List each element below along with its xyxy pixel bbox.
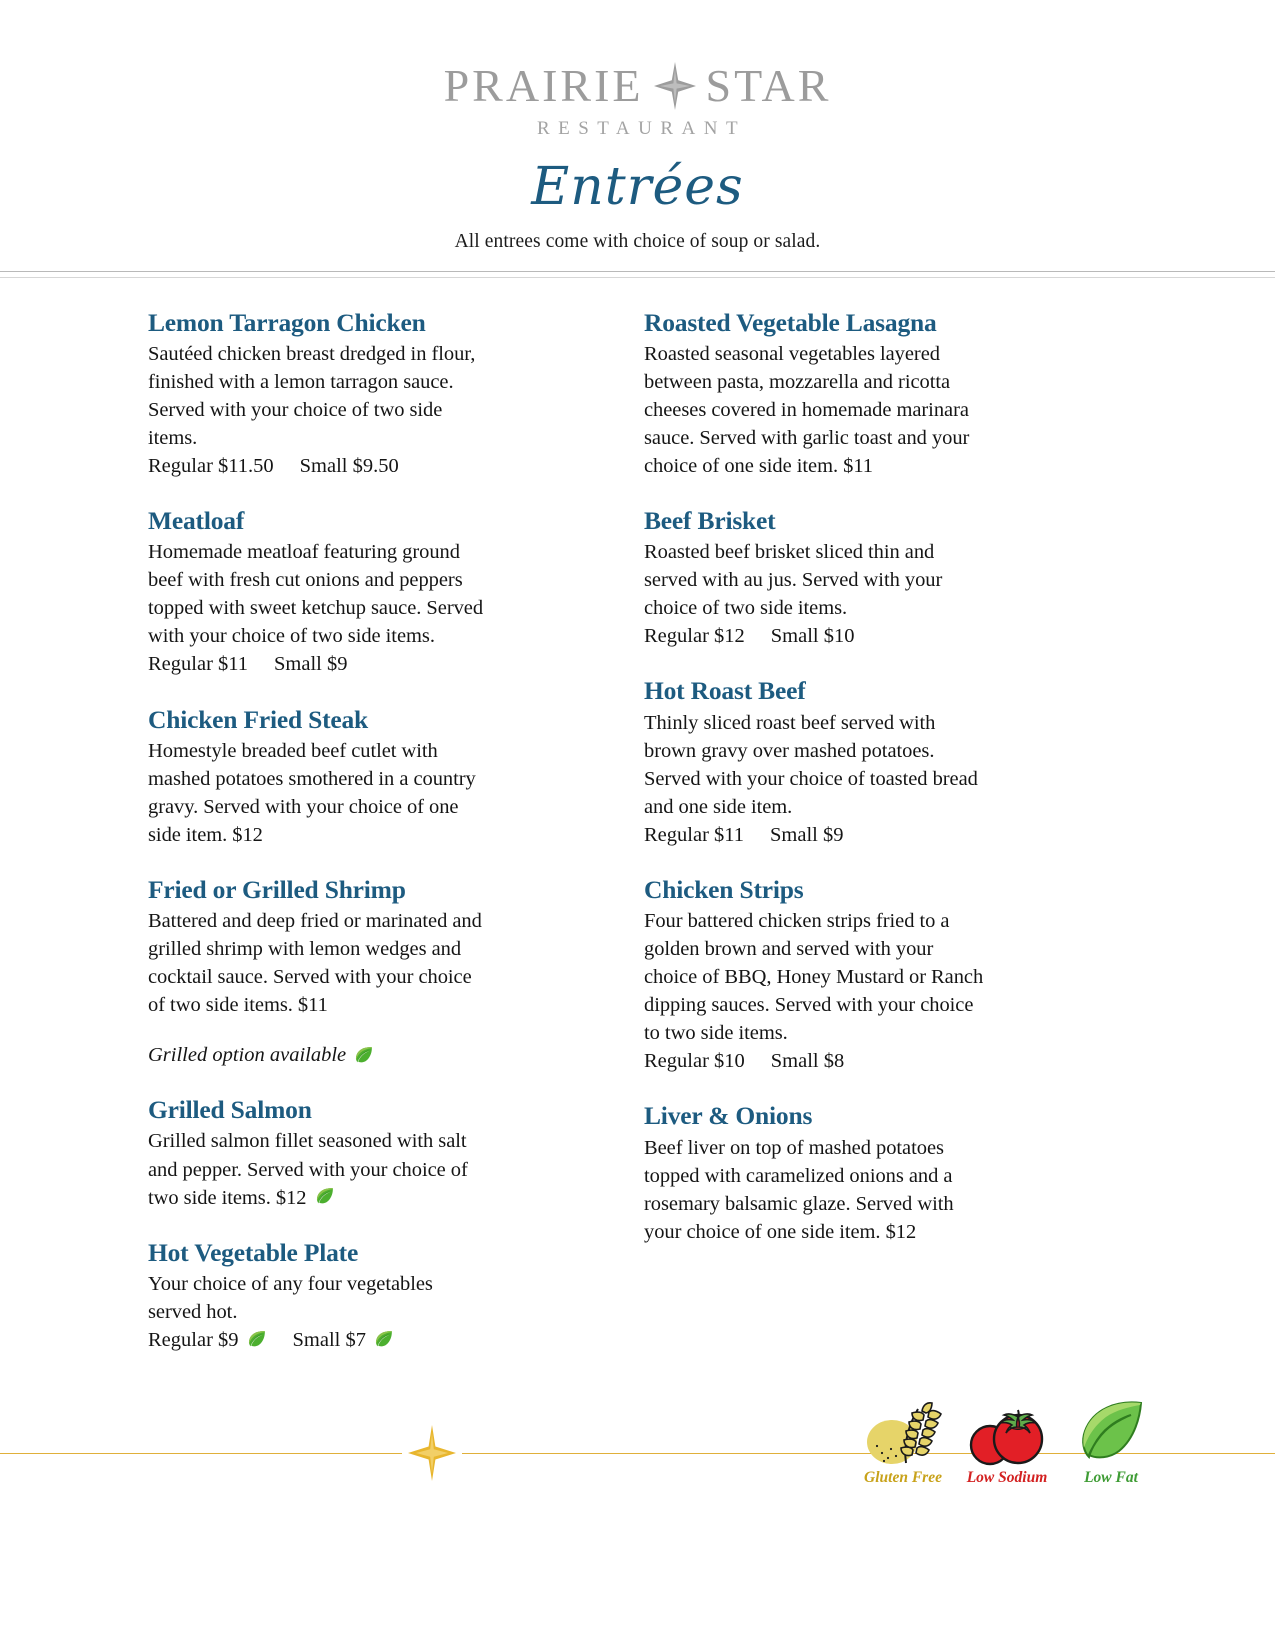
price-small [300, 452, 399, 480]
menu-item-description [148, 1127, 490, 1211]
menu-item-description [644, 907, 990, 1047]
price-small-label: Small $9.50 [299, 454, 399, 477]
legend-item [857, 1395, 949, 1487]
price-regular [644, 821, 744, 849]
menu-item [644, 506, 990, 650]
price-small [771, 622, 855, 650]
price-regular-label: Regular $12 [644, 625, 745, 648]
menu-item [148, 875, 490, 1069]
menu-item [148, 1095, 490, 1211]
menu-item-description-text: Beef liver on top of mashed potatoes topped with caramelized onions and a rosemary balsamic glaze. Served with your choice of one side item. $12 [644, 1136, 954, 1243]
menu-item-name: Grilled Salmon [148, 1095, 312, 1125]
brand-name-left: PRAIRIE [443, 60, 644, 111]
leaf-icon [353, 1045, 374, 1066]
menu-item-description-text: Sautéed chicken breast dredged in flour, finished with a lemon tarragon sauce. Served with your choice of two side items. [148, 342, 476, 449]
menu-item [644, 1101, 990, 1245]
price-small [770, 821, 843, 849]
price-regular [644, 1047, 745, 1075]
menu-item-description [148, 1270, 490, 1326]
price-regular-label: Regular $11 [148, 653, 249, 676]
menu-item [148, 506, 490, 678]
price-regular-label: Regular $9 [148, 1328, 239, 1351]
price-small [293, 1326, 394, 1354]
menu-item [644, 875, 990, 1076]
page-title: Entrées [531, 157, 744, 217]
price-small-label: Small $8 [770, 1050, 845, 1073]
menu-item-note-text: Grilled option available [148, 1044, 347, 1067]
menu-item-prices [644, 821, 990, 849]
menu-item-name: Hot Vegetable Plate [148, 1237, 359, 1267]
menu-item-description-text: Grilled salmon fillet seasoned with salt and pepper. Served with your choice of two side items. $12 [148, 1130, 468, 1209]
dietary-legend [857, 1395, 1157, 1487]
price-regular-label: Regular $11 [644, 823, 745, 846]
menu-item-description [148, 340, 490, 452]
menu-item-description-text: Roasted seasonal vegetables layered between pasta, mozzarella and ricotta cheeses covered in homemade marinara sauce. Served with garlic toast and your choice of one side item. $11 [644, 342, 970, 477]
brand-wordmark [444, 62, 832, 110]
menu-item-description [644, 1134, 990, 1246]
menu-item-prices [644, 622, 990, 650]
price-regular [148, 452, 274, 480]
menu-item-description-text: Four battered chicken strips fried to a golden brown and served with your choice of BBQ, Honey Mustard or Ranch dipping sauces. Served with your choice to two side items. [644, 910, 984, 1045]
legend-item [961, 1395, 1053, 1487]
menu-item-name: Hot Roast Beef [644, 676, 806, 706]
menu-item [148, 705, 490, 849]
wheat-icon [860, 1397, 946, 1467]
legend-label: Low Fat [1084, 1469, 1138, 1486]
price-regular-label: Regular $10 [644, 1050, 745, 1073]
page-header [0, 0, 1275, 253]
tomato-icon [964, 1397, 1050, 1467]
menu-item-description-text: Homestyle breaded beef cutlet with mashed potatoes smothered in a country gravy. Served with your choice of one side item. $12 [148, 739, 476, 846]
price-small-label: Small $9 [274, 653, 348, 676]
menu-item-name: Chicken Fried Steak [148, 704, 369, 734]
menu-item-prices [148, 1326, 490, 1354]
menu-item-prices [644, 1047, 990, 1075]
price-small-label: Small $7 [292, 1328, 366, 1351]
legend-label: Low Sodium [966, 1469, 1048, 1486]
menu-item [148, 1238, 490, 1354]
menu-item-description-text: Your choice of any four vegetables served hot. [148, 1272, 433, 1323]
menu-item-description-text: Roasted beef brisket sliced thin and served with au jus. Served with your choice of two side items. [644, 541, 943, 620]
menu-item-description [644, 709, 990, 821]
wheat-icon-wrapper [860, 1395, 946, 1467]
section-note: All entrees come with choice of soup or salad. [454, 230, 821, 252]
menu-item-prices [148, 650, 490, 678]
price-small-label: Small $10 [770, 625, 855, 648]
menu-item-name: Chicken Strips [644, 874, 804, 904]
menu-item-description [644, 538, 990, 622]
leaf-icon-wrapper [1071, 1395, 1151, 1467]
leaf-icon [373, 1329, 394, 1350]
menu-item-name: Lemon Tarragon Chicken [148, 307, 426, 337]
price-regular [644, 622, 745, 650]
menu-item-description [644, 340, 990, 480]
price-regular-label: Regular $11.50 [148, 454, 274, 477]
menu-column-right [500, 308, 1000, 1380]
menu-item-note [148, 1041, 490, 1069]
brand-name-right: STAR [705, 60, 832, 111]
price-regular [148, 650, 248, 678]
legend-label: Gluten Free [864, 1469, 942, 1486]
price-regular [148, 1326, 267, 1354]
menu-item-description-text: Homemade meatloaf featuring ground beef with fresh cut onions and peppers topped with sweet ketchup sauce. Served with your choice of two side items. [148, 541, 484, 648]
menu-item-name: Beef Brisket [644, 506, 776, 536]
brand-logo [0, 62, 1275, 138]
menu-column-left [0, 308, 500, 1380]
price-small-label: Small $9 [770, 823, 844, 846]
footer-divider-left [0, 1453, 402, 1454]
menu-item-description [148, 737, 490, 849]
menu-item [644, 676, 990, 848]
header-divider [0, 271, 1275, 278]
leaf-icon [1071, 1397, 1151, 1467]
menu-body [0, 278, 1275, 1380]
menu-item [644, 308, 990, 480]
brand-subtitle: RESTAURANT [536, 118, 747, 139]
menu-item-description-text: Thinly sliced roast beef served with brown gravy over mashed potatoes. Served with your choice of toasted bread and one side item. [644, 711, 978, 818]
price-small [274, 650, 347, 678]
tomato-icon-wrapper [964, 1395, 1050, 1467]
star-icon [408, 1425, 456, 1481]
menu-item-name: Fried or Grilled Shrimp [148, 874, 406, 904]
menu-item-description [148, 538, 490, 650]
page-footer [0, 1383, 1275, 1533]
legend-item [1065, 1395, 1157, 1487]
menu-item-name: Meatloaf [148, 506, 245, 536]
leaf-icon [314, 1186, 335, 1207]
price-small [771, 1047, 844, 1075]
menu-item-name: Roasted Vegetable Lasagna [644, 307, 937, 337]
menu-item-name: Liver & Onions [644, 1101, 813, 1131]
menu-item-description-text: Battered and deep fried or marinated and grilled shrimp with lemon wedges and cocktail sauce. Served with your choice of two side items. $11 [148, 910, 482, 1017]
menu-item-prices [148, 452, 490, 480]
star-icon [654, 62, 696, 110]
leaf-icon [246, 1329, 267, 1350]
menu-item-description [148, 907, 490, 1019]
menu-item [148, 308, 490, 480]
